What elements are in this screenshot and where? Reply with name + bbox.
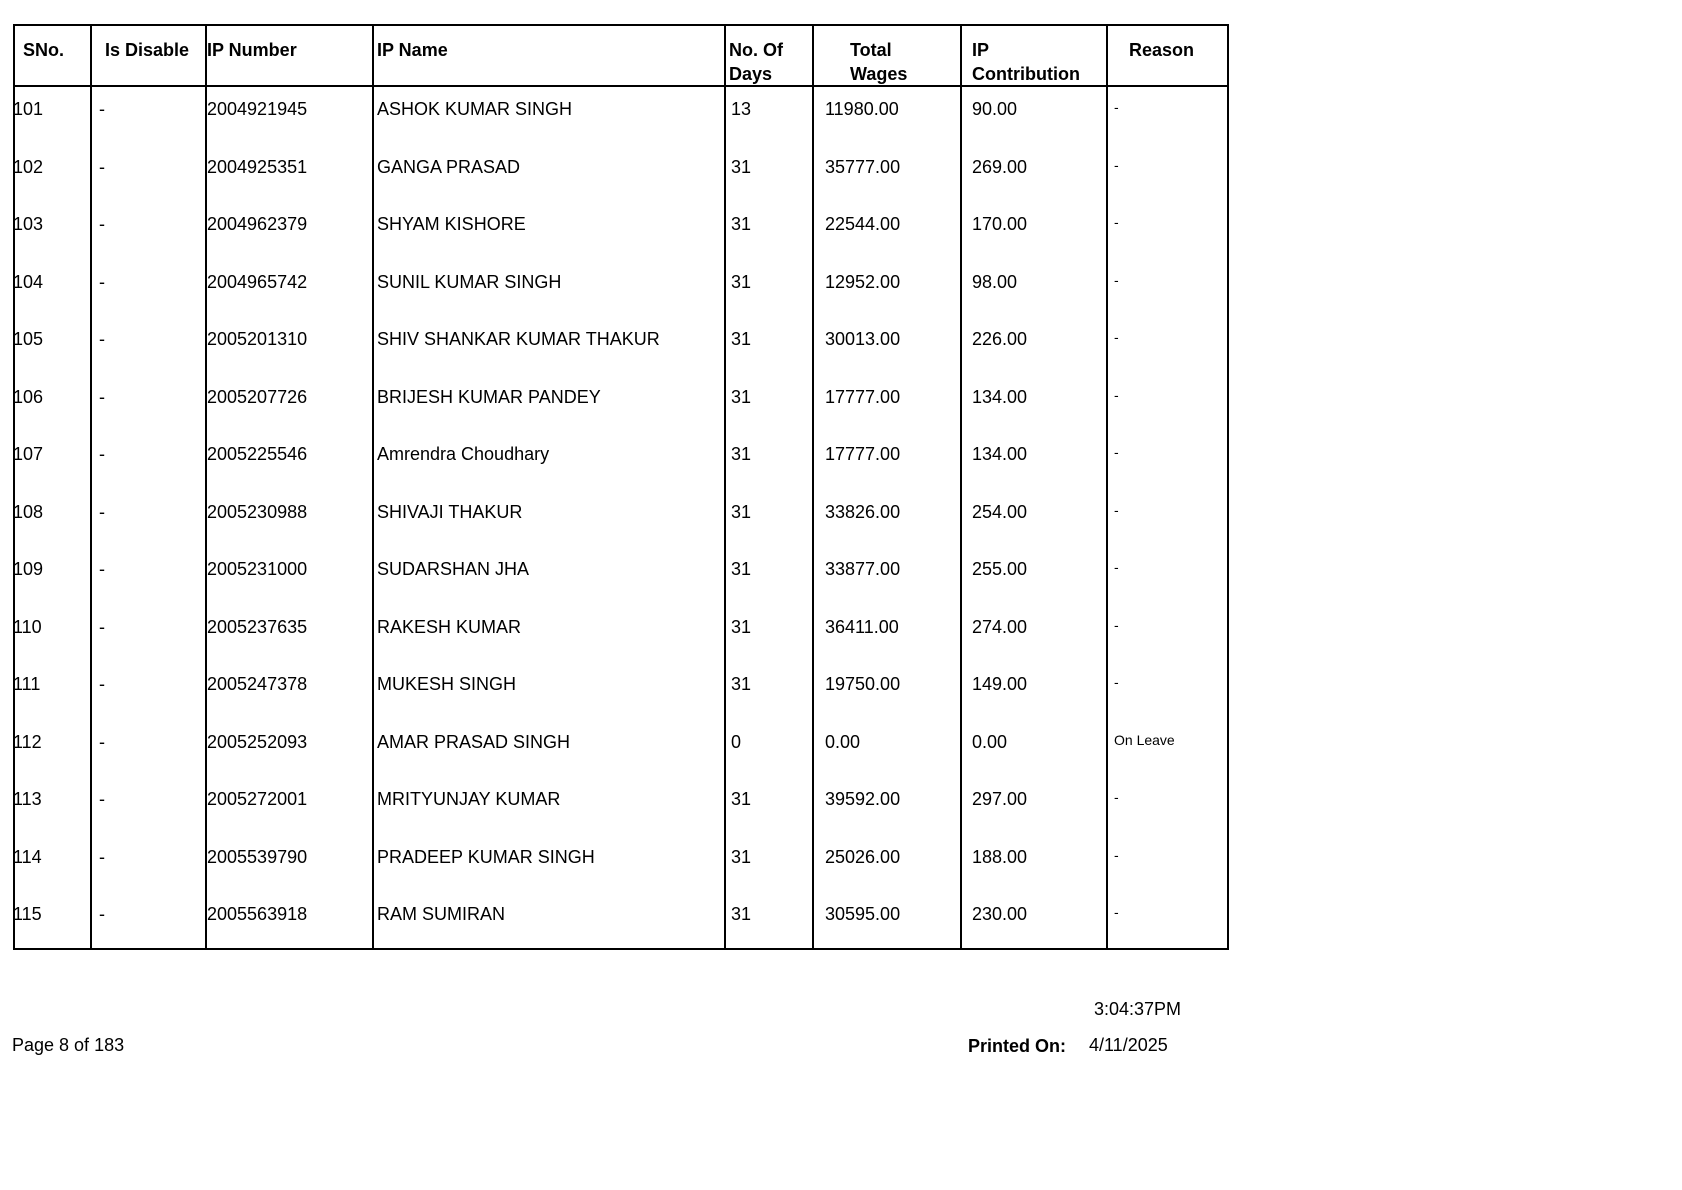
cell-is-disable: - — [99, 904, 105, 924]
table-row — [15, 432, 1227, 490]
cell-wages: 12952.00 — [825, 271, 901, 292]
cell-days: 31 — [731, 559, 752, 579]
cell-sno: 112 — [13, 731, 42, 752]
cell-is-disable: - — [99, 559, 105, 579]
cell-reason: - — [1114, 329, 1119, 345]
cell-reason: - — [1114, 214, 1119, 230]
cell-contribution: 90.00 — [972, 99, 1018, 119]
cell-is-disable: - — [99, 329, 105, 349]
cell-is-disable: - — [99, 156, 105, 177]
table-row — [15, 835, 1227, 893]
cell-contribution: 149.00 — [972, 674, 1028, 694]
cell-ip-name: BRIJESH KUMAR PANDEY — [377, 386, 601, 407]
table-row — [15, 605, 1227, 663]
cell-wages: 19750.00 — [825, 674, 901, 694]
cell-ip-name: RAM SUMIRAN — [377, 904, 506, 924]
cell-reason: - — [1114, 846, 1119, 863]
cell-contribution: 255.00 — [972, 559, 1028, 579]
cell-ip-name: SUDARSHAN JHA — [377, 559, 530, 579]
cell-sno: 108 — [13, 501, 44, 522]
cell-ip-number: 2005563918 — [207, 904, 308, 924]
cell-ip-number: 2005252093 — [207, 731, 308, 752]
cell-reason: - — [1114, 674, 1119, 690]
cell-ip-name: ASHOK KUMAR SINGH — [377, 99, 573, 119]
cell-days: 31 — [731, 156, 752, 177]
cell-sno: 105 — [13, 329, 44, 349]
header-ip-contribution: IP Contribution — [972, 40, 1080, 84]
header-reason: Reason — [1129, 40, 1195, 60]
cell-sno: 101 — [13, 99, 44, 119]
cell-ip-name: PRADEEP KUMAR SINGH — [377, 846, 595, 867]
cell-wages: 17777.00 — [825, 386, 901, 407]
cell-is-disable: - — [99, 674, 105, 694]
cell-is-disable: - — [99, 616, 105, 637]
cell-wages: 25026.00 — [825, 846, 901, 867]
cell-wages: 35777.00 — [825, 156, 901, 177]
cell-days: 31 — [731, 271, 752, 292]
table-row — [15, 547, 1227, 605]
cell-ip-number: 2004965742 — [207, 271, 308, 292]
cell-is-disable: - — [99, 444, 105, 464]
cell-wages: 22544.00 — [825, 214, 901, 234]
header-ip-name: IP Name — [377, 40, 448, 60]
cell-contribution: 134.00 — [972, 386, 1028, 407]
cell-reason: - — [1114, 386, 1119, 403]
table-row — [15, 260, 1227, 318]
cell-is-disable: - — [99, 731, 105, 752]
table-row — [15, 202, 1227, 260]
cell-is-disable: - — [99, 846, 105, 867]
cell-ip-name: AMAR PRASAD SINGH — [377, 731, 571, 752]
cell-sno: 115 — [13, 904, 42, 924]
cell-days: 31 — [731, 386, 752, 407]
table-row — [15, 145, 1227, 203]
cell-ip-name: SHIV SHANKAR KUMAR THAKUR — [377, 329, 660, 349]
cell-is-disable: - — [99, 386, 105, 407]
cell-ip-name: SHYAM KISHORE — [377, 214, 526, 234]
cell-ip-name: MUKESH SINGH — [377, 674, 517, 694]
cell-ip-name: GANGA PRASAD — [377, 156, 521, 177]
cell-reason: - — [1114, 789, 1119, 805]
cell-contribution: 134.00 — [972, 444, 1028, 464]
cell-wages: 0.00 — [825, 731, 861, 752]
cell-reason: - — [1114, 501, 1119, 518]
cell-wages: 30595.00 — [825, 904, 901, 924]
cell-days: 31 — [731, 789, 752, 809]
header-is-disable: Is Disable — [105, 40, 190, 60]
contribution-table — [13, 24, 1229, 950]
printed-time: 3:04:37PM — [1094, 999, 1182, 1019]
cell-sno: 111 — [13, 674, 41, 694]
cell-is-disable: - — [99, 501, 105, 522]
table-body — [15, 87, 1227, 948]
cell-contribution: 98.00 — [972, 271, 1018, 292]
cell-sno: 103 — [13, 214, 44, 234]
cell-contribution: 254.00 — [972, 501, 1028, 522]
cell-is-disable: - — [99, 789, 105, 809]
cell-ip-number: 2005231000 — [207, 559, 308, 579]
cell-is-disable: - — [99, 271, 105, 292]
cell-ip-number: 2005207726 — [207, 386, 308, 407]
cell-ip-name: MRITYUNJAY KUMAR — [377, 789, 561, 809]
cell-days: 31 — [731, 329, 752, 349]
cell-contribution: 274.00 — [972, 616, 1028, 637]
cell-contribution: 188.00 — [972, 846, 1028, 867]
cell-wages: 33826.00 — [825, 501, 901, 522]
table-row — [15, 777, 1227, 835]
cell-days: 31 — [731, 616, 752, 637]
cell-ip-number: 2005201310 — [207, 329, 308, 349]
cell-reason: On Leave — [1114, 731, 1175, 748]
table-row — [15, 490, 1227, 548]
cell-ip-number: 2004962379 — [207, 214, 308, 234]
cell-sno: 110 — [13, 616, 42, 637]
cell-ip-number: 2005230988 — [207, 501, 308, 522]
cell-contribution: 297.00 — [972, 789, 1028, 809]
cell-ip-name: Amrendra Choudhary — [377, 444, 550, 464]
cell-ip-number: 2005247378 — [207, 674, 308, 694]
cell-reason: - — [1114, 271, 1119, 288]
cell-ip-number: 2004921945 — [207, 99, 308, 119]
cell-is-disable: - — [99, 214, 105, 234]
cell-ip-number: 2005539790 — [207, 846, 308, 867]
cell-ip-number: 2005272001 — [207, 789, 308, 809]
cell-days: 0 — [731, 731, 742, 752]
cell-contribution: 226.00 — [972, 329, 1028, 349]
cell-ip-name: SUNIL KUMAR SINGH — [377, 271, 562, 292]
cell-ip-number: 2005237635 — [207, 616, 308, 637]
cell-wages: 11980.00 — [825, 99, 899, 119]
cell-contribution: 170.00 — [972, 214, 1028, 234]
cell-sno: 102 — [13, 156, 44, 177]
cell-reason: - — [1114, 156, 1119, 173]
cell-days: 31 — [731, 214, 752, 234]
cell-wages: 17777.00 — [825, 444, 901, 464]
cell-contribution: 230.00 — [972, 904, 1028, 924]
cell-wages: 39592.00 — [825, 789, 901, 809]
cell-contribution: 269.00 — [972, 156, 1028, 177]
cell-contribution: 0.00 — [972, 731, 1008, 752]
table-row — [15, 317, 1227, 375]
cell-ip-number: 2004925351 — [207, 156, 308, 177]
header-total-wages: Total Wages — [850, 40, 908, 84]
cell-days: 31 — [731, 904, 752, 924]
cell-days: 31 — [731, 846, 752, 867]
printed-date: 4/11/2025 — [1089, 1035, 1168, 1055]
printed-on-label: Printed On: — [968, 1036, 1066, 1056]
cell-reason: - — [1114, 616, 1119, 633]
cell-wages: 33877.00 — [825, 559, 901, 579]
cell-wages: 30013.00 — [825, 329, 901, 349]
cell-is-disable: - — [99, 99, 105, 119]
cell-days: 31 — [731, 444, 752, 464]
header-ip-number: IP Number — [207, 40, 297, 60]
header-no-of-days: No. Of Days — [729, 40, 783, 84]
cell-reason: - — [1114, 444, 1119, 460]
table-row — [15, 892, 1227, 950]
cell-days: 13 — [731, 99, 752, 119]
cell-ip-name: RAKESH KUMAR — [377, 616, 522, 637]
cell-wages: 36411.00 — [825, 616, 899, 637]
cell-sno: 106 — [13, 386, 44, 407]
table-row — [15, 87, 1227, 145]
cell-ip-name: SHIVAJI THAKUR — [377, 501, 523, 522]
cell-sno: 107 — [13, 444, 44, 464]
table-row — [15, 375, 1227, 433]
cell-reason: - — [1114, 99, 1119, 115]
cell-ip-number: 2005225546 — [207, 444, 308, 464]
cell-sno: 104 — [13, 271, 44, 292]
page-number: Page 8 of 183 — [12, 1035, 125, 1055]
cell-sno: 114 — [13, 846, 42, 867]
cell-sno: 113 — [13, 789, 42, 809]
table-row — [15, 662, 1227, 720]
cell-days: 31 — [731, 501, 752, 522]
cell-days: 31 — [731, 674, 752, 694]
cell-reason: - — [1114, 904, 1119, 920]
table-row — [15, 720, 1227, 778]
cell-sno: 109 — [13, 559, 44, 579]
cell-reason: - — [1114, 559, 1119, 575]
header-sno: SNo. — [23, 40, 65, 60]
